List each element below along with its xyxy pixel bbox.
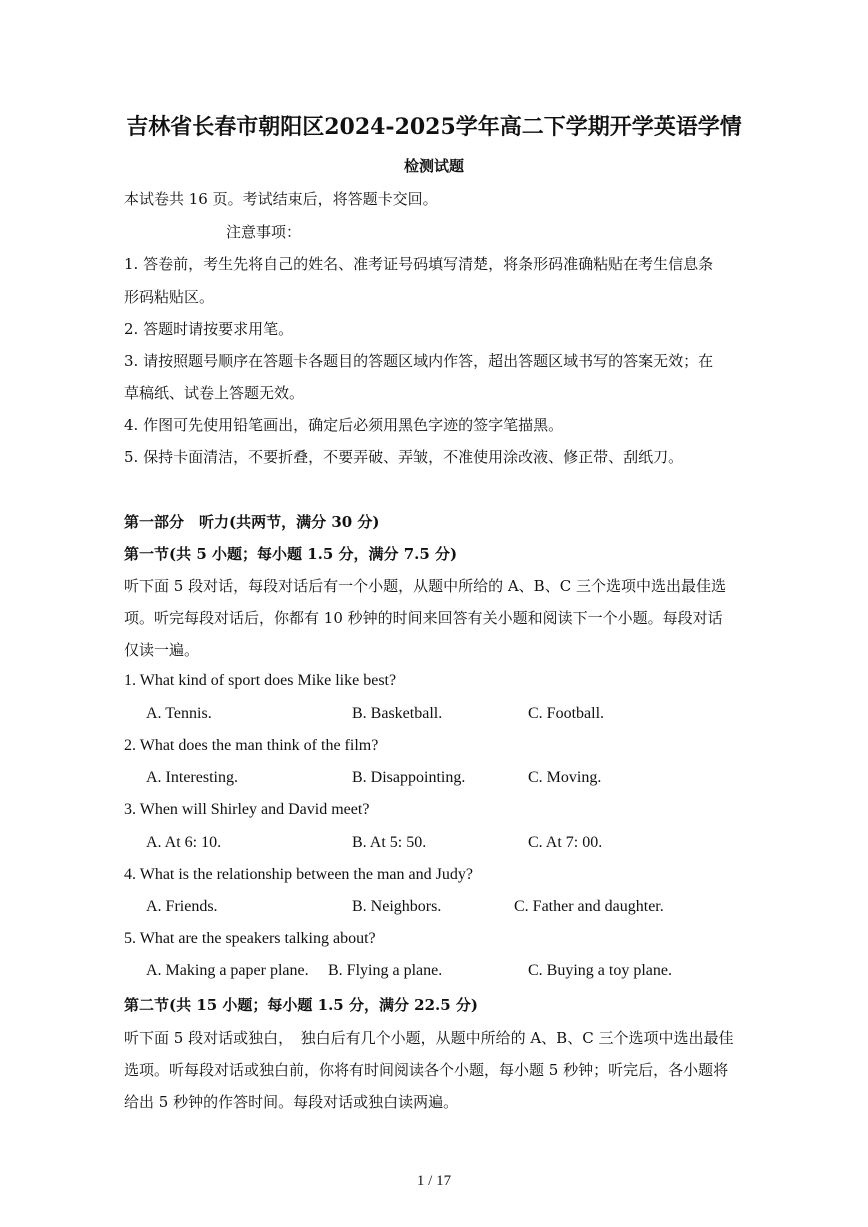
note-line: 草稿纸、试卷上答题无效。 (124, 384, 305, 402)
section2-instruction: 选项。听每段对话或独白前，你将有时间阅读各个小题，每小题 5 秒钟；听完后，各小题将 (124, 1061, 729, 1079)
question-text: 1. What kind of sport does Mike like best? (124, 672, 397, 689)
note-line: 5. 保持卡面清洁，不要折叠，不要弄破、弄皱，不准使用涂改液、修正带、刮纸刀。 (124, 448, 684, 466)
option-b: B. Disappointing. (352, 769, 466, 786)
section1-instruction: 仅读一遍。 (124, 641, 200, 659)
option-a: A. At 6: 10. (146, 834, 222, 851)
option-a: A. Friends. (146, 898, 218, 915)
option-a: A. Interesting. (146, 769, 238, 786)
option-c: C. At 7: 00. (528, 834, 603, 851)
note-line: 4. 作图可先使用铅笔画出，确定后必须用黑色字迹的签字笔描黑。 (124, 416, 564, 434)
option-b: B. Neighbors. (352, 898, 442, 915)
question-text: 3. When will Shirley and David meet? (124, 801, 370, 818)
option-c: C. Football. (528, 705, 605, 722)
option-c: C. Buying a toy plane. (528, 962, 672, 979)
part1-heading: 第一部分 听力(共两节，满分 30 分) (124, 513, 380, 531)
option-a: A. Making a paper plane. (146, 962, 309, 979)
question-text: 4. What is the relationship between the man and Judy? (124, 866, 473, 883)
note-line: 3. 请按照题号顺序在答题卡各题目的答题区域内作答，超出答题区域书写的答案无效；在 (124, 352, 714, 370)
section1-heading: 第一节(共 5 小题；每小题 1.5 分，满分 7.5 分) (124, 545, 458, 563)
question-text: 2. What does the man think of the film? (124, 737, 379, 754)
option-b: B. Basketball. (352, 705, 443, 722)
page-number: 1 / 17 (416, 1173, 452, 1189)
notes-heading: 注意事项： (226, 223, 302, 241)
option-c: C. Father and daughter. (514, 898, 664, 915)
note-line: 形码粘贴区。 (124, 288, 215, 306)
note-line: 2. 答题时请按要求用笔。 (124, 320, 294, 338)
page-subtitle: 检测试题 (403, 157, 464, 175)
question-text: 5. What are the speakers talking about? (124, 930, 376, 947)
intro-text: 本试卷共 16 页。考试结束后，将答题卡交回。 (124, 190, 438, 208)
section2-heading: 第二节(共 15 小题；每小题 1.5 分，满分 22.5 分) (124, 996, 479, 1014)
section2-instruction: 给出 5 秒钟的作答时间。每段对话或独白读两遍。 (124, 1093, 459, 1111)
page-title: 吉林省长春市朝阳区2024-2025学年高二下学期开学英语学情 (126, 114, 742, 140)
option-a: A. Tennis. (146, 705, 212, 722)
section2-instruction: 听下面 5 段对话或独白， 独白后有几个小题，从题中所给的 A、B、C 三个选项中选出最佳 (124, 1029, 734, 1047)
section1-instruction: 项。听完每段对话后，你都有 10 秒钟的时间来回答有关小题和阅读下一个小题。每段对话 (124, 609, 723, 627)
section1-instruction: 听下面 5 段对话，每段对话后有一个小题，从题中所给的 A、B、C 三个选项中选出最佳选 (124, 577, 726, 595)
note-line: 1. 答卷前，考生先将自己的姓名、准考证号码填写清楚，将条形码准确粘贴在考生信息条 (124, 255, 714, 273)
option-b: B. At 5: 50. (352, 834, 427, 851)
option-c: C. Moving. (528, 769, 602, 786)
option-b: B. Flying a plane. (328, 962, 443, 979)
